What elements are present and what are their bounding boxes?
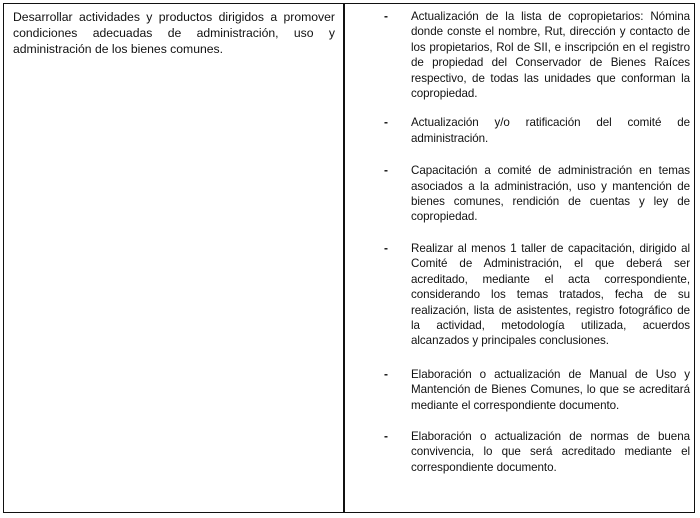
activity-text: Realizar al menos 1 taller de capacitación, dirigido al Comité de Administración, el que deberá ser acreditado, mediante el acta correspondiente, considerando los temas tratados, fecha de su realización, lista de asistentes, registro fotográfico de la actividad, metodología utilizada, acuerdos alcanzados y principales conclusiones.: [411, 241, 690, 348]
activity-item: [356, 163, 690, 225]
activity-text: Elaboración o actualización de normas de buena convivencia, lo que será acreditado mediante el correspondiente documento.: [411, 429, 690, 474]
activity-item: [356, 9, 690, 101]
bullet-marker: -: [384, 366, 388, 381]
activity-text: Capacitación a comité de administración en temas asociados a la administración, uso y mantención de bienes comunes, rendición de cuentas y ley de copropiedad.: [411, 164, 690, 224]
bullet-marker: -: [384, 115, 388, 130]
activities-cell: [356, 9, 690, 490]
bullet-marker: -: [384, 428, 388, 443]
objective-text: Desarrollar actividades y productos dirigidos a promover condiciones adecuadas de administración, uso y administración de los bienes comunes.: [13, 10, 335, 56]
activity-item: [356, 241, 690, 349]
document-page: [3, 3, 695, 513]
activity-text: Elaboración o actualización de Manual de Uso y Mantención de Bienes Comunes, lo que se acreditará mediante el correspondiente documento.: [411, 367, 690, 412]
activity-item: [356, 115, 690, 146]
activity-item: [356, 429, 690, 475]
bullet-marker: -: [384, 240, 388, 255]
objective-cell: [13, 9, 335, 57]
bullet-marker: -: [384, 9, 388, 23]
activity-text: Actualización de la lista de copropietarios: Nómina donde conste el nombre, Rut, dirección y contacto de los propietarios, Rol de SII, e inscripción en el registro de propiedad del Conservador de Bienes Raíces respectivo, de todas las unidades que conforman la copropiedad.: [411, 10, 690, 101]
column-divider: [343, 4, 345, 512]
activity-text: Actualización y/o ratificación del comité de administración.: [411, 116, 690, 145]
activities-table: [3, 3, 695, 513]
bullet-marker: -: [384, 163, 388, 178]
activity-item: [356, 367, 690, 413]
